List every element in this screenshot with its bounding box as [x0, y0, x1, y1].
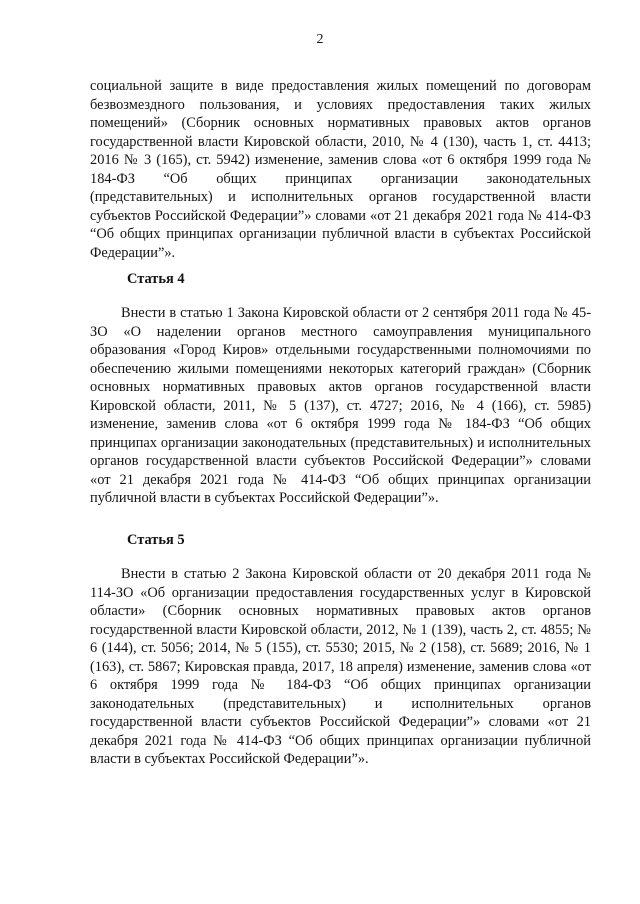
page-number: 2 — [316, 32, 324, 47]
article-5-text: Внести в статью 2 Закона Кировской области от 20 декабря 2011 года № 114-ЗО «Об организации предоставления государственных услуг в Кировской области» (Сборник основных нормативных правовых актов органов государственной власти Кировской области, 2012, № 1 (139), часть 2, ст. 4855; № 6 (144), ст. 5056; 2014, № 5 (155), ст. 5530; 2015, № 2 (158), ст. 5689; 2016, № 1 (163), ст. 5867; Кировская правда, 2017, 18 апреля) изменение, заменив слова «от 6 октября 1999 года № 184-ФЗ “Об общих принципах организации законодательных (представительных) и исполнительных органов государственной власти субъектов Российской Федерации”» словами «от 21 декабря 2021 года № 414-ФЗ “Об общих принципах организации публичной власти в субъектах Российской Федерации”». — [90, 566, 591, 768]
paragraph-continuation: социальной защите в виде предоставления жилых помещений по договорам безвозмездного пользования, и условиях предоставления таких жилых помещений» (Сборник основных нормативных правовых актов органов государственной власти Кировской области, 2010, № 4 (130), часть 1, ст. 4413; 2016 № 3 (165), ст. 5942) изменение, заменив слова «от 6 октября 1999 года № 184-ФЗ “Об общих принципах организации законодательных (представительных) и исполнительных органов государственной власти субъектов Российской Федерации”» словами «от 21 декабря 2021 года № 414-ФЗ “Об общих принципах организации публичной власти в субъектах Российской Федерации”». — [90, 78, 591, 261]
article-4-heading: Статья 4 — [127, 271, 185, 287]
article-4-text: Внести в статью 1 Закона Кировской области от 2 сентября 2011 года № 45-ЗО «О наделении органов местного самоуправления муниципального образования «Город Киров» отдельными государственными полномочиями по обеспечению жилыми помещениями некоторых категорий граждан» (Сборник основных нормативных правовых актов органов государственной власти Кировской области, 2011, № 5 (137), ст. 4727; 2016, № 4 (166), ст. 5985) изменение, заменив слова «от 6 октября 1999 года № 184-ФЗ “Об общих принципах организации законодательных (представительных) и исполнительных органов государственной власти субъектов Российской Федерации”» словами «от 21 декабря 2021 года № 414-ФЗ “Об общих принципах организации публичной власти в субъектах Российской Федерации”». — [90, 305, 591, 507]
article-5-heading: Статья 5 — [127, 532, 185, 548]
